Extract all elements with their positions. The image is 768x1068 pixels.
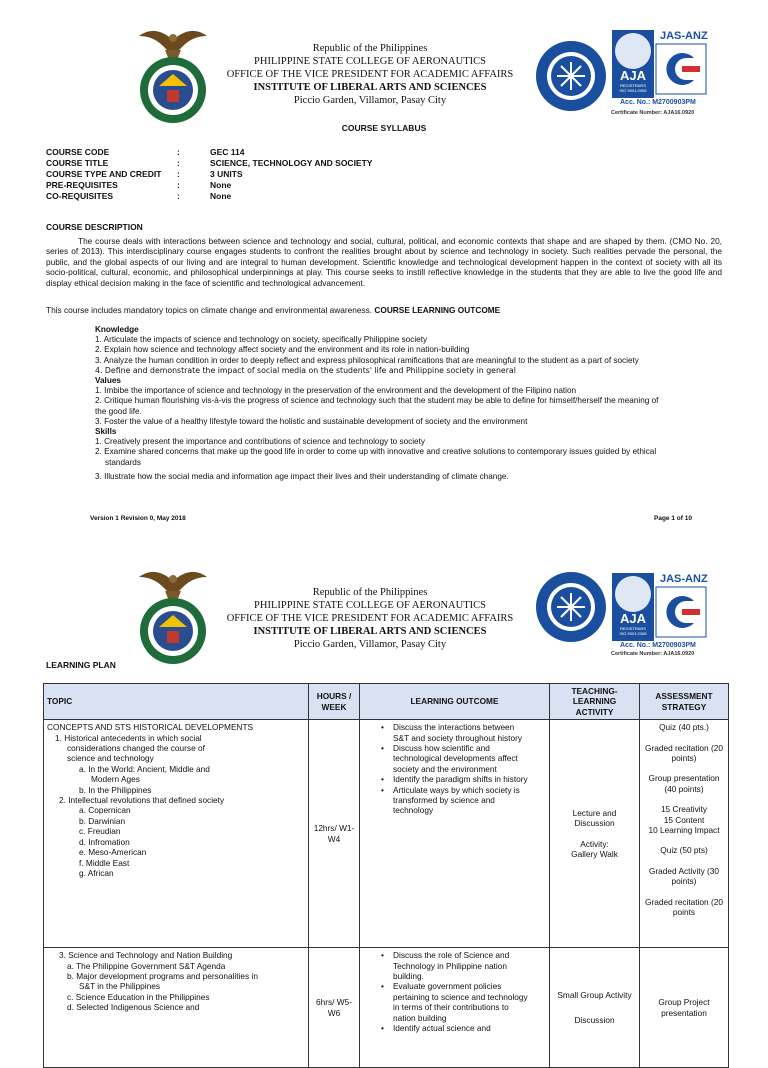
- list-item: • Articulate ways by which society is transformed by science and technology: [393, 785, 528, 816]
- topic-subitem: d. Selected Indigenous Science and: [67, 1002, 200, 1013]
- aja-badge: [612, 573, 654, 641]
- jas-anz-label: JAS-ANZ: [660, 573, 708, 585]
- assessment-item: 10 Learning Impact: [648, 825, 720, 836]
- info-value: None: [210, 191, 232, 201]
- assessment-item: Quiz (50 pts): [660, 845, 708, 856]
- list-item: • Discuss the interactions between S&T and society throughout history: [393, 722, 528, 743]
- header-text-block: [200, 586, 540, 651]
- topic-subitem: e. Meso-American: [79, 847, 147, 858]
- info-label: COURSE TITLE: [46, 158, 109, 168]
- assessment-item: Graded recitation (20 points: [645, 896, 723, 918]
- values-heading: Values: [95, 376, 121, 386]
- col-header-hours: HOURS / WEEK: [309, 684, 360, 720]
- page1-header: [0, 0, 768, 125]
- list-item: standards: [105, 457, 141, 467]
- list-item: • Discuss the role of Science and Technology in Philippine nation building.: [393, 950, 528, 981]
- header-republic: Republic of the Philippines: [312, 43, 428, 54]
- syllabus-title: COURSE SYLLABUS: [341, 123, 427, 133]
- info-colon: :: [177, 158, 180, 168]
- topic-subitem: b. Darwinian: [79, 815, 126, 826]
- aja-iso-text: ISO 9001:2008: [619, 88, 647, 93]
- activity-text: Lecture and Discussion: [572, 807, 617, 829]
- learning-outcomes-block: [95, 325, 725, 482]
- info-colon: :: [177, 169, 180, 179]
- topic-subitem: d. Infromation: [79, 836, 130, 847]
- info-row-coreq: [46, 191, 546, 202]
- aja-sub-text: REGISTRARS: [619, 626, 646, 631]
- assessment-item: Graded Activity (30 points): [648, 865, 720, 887]
- assessment-item: 15 Creativity: [660, 804, 708, 815]
- info-value: None: [210, 180, 232, 190]
- list-item: the good life.: [95, 406, 142, 416]
- activity-cell: [550, 720, 640, 948]
- aja-iso-text: ISO 9001:2008: [619, 631, 647, 636]
- info-value: GEC 114: [210, 147, 245, 157]
- assessment-item: Group presentation (40 points): [648, 773, 720, 794]
- aja-sub-text: REGISTRARS: [619, 83, 646, 88]
- col-header-topic: TOPIC: [44, 684, 309, 720]
- header-address: Piccio Garden, Villamor, Pasay City: [293, 95, 447, 106]
- topic-item: 3. Science and Technology and Nation Building: [59, 950, 233, 961]
- learning-plan-heading: LEARNING PLAN: [46, 660, 116, 670]
- course-learning-outcome-heading: COURSE LEARNING OUTCOME: [374, 305, 501, 315]
- col-header-assessment: ASSESSMENT STRATEGY: [640, 684, 729, 720]
- page2-header: [0, 543, 768, 668]
- list-item: • Identify the paradigm shifts in history: [393, 774, 528, 784]
- header-address: Piccio Garden, Villamor, Pasay City: [293, 639, 447, 650]
- outcome-list: [363, 950, 546, 1033]
- climate-text: This course includes mandatory topics on climate change and environmental awareness.: [46, 305, 373, 315]
- iso-certification-seal: [535, 571, 607, 643]
- info-label: COURSE CODE: [46, 147, 110, 157]
- accreditation-number: Acc. No.: M2700903PM: [620, 642, 696, 649]
- assessment-item: 15 Content: [663, 814, 705, 825]
- list-item: • Discuss how scientific and technological developments affect society and the environment: [393, 743, 528, 774]
- activity-text: Gallery Walk: [571, 849, 618, 860]
- header-college-name: PHILIPPINE STATE COLLEGE OF AERONAUTICS: [254, 600, 486, 611]
- list-item: 2. Examine shared concerns that make up the good life in order to come up with innovative and creative solutions to contemporary issues guided by ethical: [95, 447, 657, 457]
- header-text-block: [200, 42, 540, 107]
- col-header-activity: TEACHING-LEARNING ACTIVITY: [550, 684, 640, 720]
- jas-anz-label: JAS-ANZ: [660, 30, 708, 42]
- activity-text: Activity:: [580, 838, 609, 849]
- list-item: 3. Foster the value of a healthy lifestyle toward the holistic and sustainable development of society and the environment: [95, 416, 528, 426]
- course-description-heading: COURSE DESCRIPTION: [46, 222, 143, 232]
- topic-subitem: b. In the Philippines: [79, 784, 152, 795]
- assessment-item: Quiz (40 pts.): [659, 722, 709, 733]
- list-item: 2. Critique human flourishing vis-à-vis the progress of science and technology such that the student may be able to define for himself/herself the meaning of: [95, 396, 659, 406]
- info-value: 3 UNITS: [210, 169, 243, 179]
- list-item: 3. Illustrate how the social media and information age impact their lives and their understanding of climate change.: [95, 471, 509, 481]
- list-item: 2. Explain how science and technology affect society and the environment and its role in nation-building: [95, 345, 470, 355]
- hours-cell: 12hrs/ W1-W4: [309, 720, 360, 948]
- info-label: COURSE TYPE AND CREDIT: [46, 169, 162, 179]
- col-header-outcome: LEARNING OUTCOME: [360, 684, 550, 720]
- header-institute: INSTITUTE OF LIBERAL ARTS AND SCIENCES: [253, 82, 487, 93]
- activity-text: Small Group Activity: [557, 990, 632, 1001]
- topic-subitem: a. In the World: Ancient, Middle and Modern Ages: [79, 763, 210, 785]
- header-republic: Republic of the Philippines: [312, 587, 428, 598]
- activity-cell: [550, 948, 640, 1068]
- info-colon: :: [177, 147, 180, 157]
- topic-item: 1. Historical antecedents in which social considerations changed the course of science and technology: [55, 732, 205, 764]
- assessment-item: Graded recitation (20 points): [645, 742, 723, 764]
- iso-certification-seal: [535, 40, 607, 112]
- learning-plan-table: [43, 683, 729, 1068]
- header-college-name: PHILIPPINE STATE COLLEGE OF AERONAUTICS: [254, 56, 486, 67]
- course-description-text: The course deals with interactions between science and technology and social, cultural, political, and economic contexts that shape and are shaped by them. (CMO No. 20, series of 2013). This interdisciplinary course engages students to confront the realities brought about by science and technology in society. Such realities pervade the personal, the public, and the global aspects of our living and are integral to human development. Scientific knowledge and technological development happen in the context of society with all its socio-political, cultural, economic, and philosophical underpinnings at play. This course seeks to instill reflective knowledge in the students that they are able to live the good life and display ethical decision making in the face of scientific and technological advancement.: [46, 236, 722, 288]
- hours-cell: 6hrs/ W5-W6: [309, 948, 360, 1068]
- topic-subitem: a. The Philippine Government S&T Agenda: [67, 960, 226, 971]
- list-item: 1. Articulate the impacts of science and technology on society, specifically Philippine society: [95, 335, 428, 345]
- topic-item: 2. Intellectual revolutions that defined society: [59, 795, 225, 806]
- info-row-prereq: [46, 180, 546, 191]
- climate-line: [46, 305, 722, 315]
- header-office: OFFICE OF THE VICE PRESIDENT FOR ACADEMIC AFFAIRS: [226, 69, 514, 80]
- aja-text: AJA: [619, 68, 646, 83]
- info-value: SCIENCE, TECHNOLOGY AND SOCIETY: [210, 158, 373, 168]
- assessment-cell: [640, 720, 729, 948]
- info-row-type: [46, 169, 546, 180]
- college-seal-logo: [137, 22, 209, 126]
- topic-cell: [44, 948, 309, 1068]
- list-item: 1. Creatively present the importance and contributions of science and technology to society: [95, 437, 425, 447]
- info-colon: :: [177, 191, 180, 201]
- info-label: PRE-REQUISITES: [46, 180, 118, 190]
- jas-anz-logo: [656, 44, 706, 94]
- list-item: • Evaluate government policies pertaining to science and technology in terms of their contributions to nation building: [393, 981, 528, 1023]
- knowledge-heading: Knowledge: [95, 325, 139, 334]
- outcome-cell: [360, 948, 550, 1068]
- header-institute: INSTITUTE OF LIBERAL ARTS AND SCIENCES: [253, 626, 487, 637]
- info-row-title: [46, 158, 546, 169]
- jas-anz-logo: [656, 587, 706, 637]
- table-row: [44, 720, 729, 948]
- topic-cell: [44, 720, 309, 948]
- accreditation-number: Acc. No.: M2700903PM: [620, 99, 696, 106]
- info-row-code: [46, 147, 546, 158]
- topic-subitem: g. African: [79, 867, 114, 878]
- footer-page-number: Page 1 of 10: [654, 515, 692, 522]
- list-item: 1. Imbibe the importance of science and technology in the preservation of the environment and the development of the Filipino nation: [95, 386, 577, 396]
- topic-subitem: c. Science Education in the Philippines: [67, 991, 210, 1002]
- info-label: CO-REQUISITES: [46, 191, 114, 201]
- topic-subitem: b. Major development programs and personalities in S&T in the Philippines: [67, 971, 258, 992]
- outcome-cell: [360, 720, 550, 948]
- info-colon: :: [177, 180, 180, 190]
- aja-badge: [612, 30, 654, 98]
- list-item: • Identify actual science and: [393, 1023, 528, 1033]
- learning-plan-table-wrap: [43, 683, 728, 1034]
- assessment-cell: Group Project presentation: [640, 948, 729, 1068]
- list-item: 3. Analyze the human condition in order to deeply reflect and express philosophical ramifications that are meaningful to the student as a part of society: [95, 355, 639, 365]
- aja-text: AJA: [619, 611, 646, 626]
- list-item: 4. Define and demonstrate the impact of social media on the students' life and Philippine society in general: [95, 365, 516, 375]
- table-header-row: [44, 684, 729, 720]
- topic-title: CONCEPTS AND STS HISTORICAL DEVELOPMENTS: [47, 722, 254, 733]
- topic-subitem: a. Copernican: [79, 805, 131, 816]
- topic-subitem: f. Middle East: [79, 857, 130, 868]
- topic-subitem: c. Freudian: [79, 826, 121, 837]
- footer-version: Version 1 Revision 0, May 2018: [90, 515, 186, 522]
- certificate-number: Certificate Number: AJA16.0920: [611, 651, 695, 657]
- header-office: OFFICE OF THE VICE PRESIDENT FOR ACADEMIC AFFAIRS: [226, 613, 514, 624]
- skills-heading: Skills: [95, 427, 117, 437]
- outcome-list: [363, 722, 546, 816]
- activity-text: Discussion: [574, 1014, 615, 1025]
- table-row: [44, 948, 729, 1068]
- college-seal-logo: [137, 563, 209, 667]
- certificate-number: Certificate Number: AJA16.0920: [611, 110, 695, 116]
